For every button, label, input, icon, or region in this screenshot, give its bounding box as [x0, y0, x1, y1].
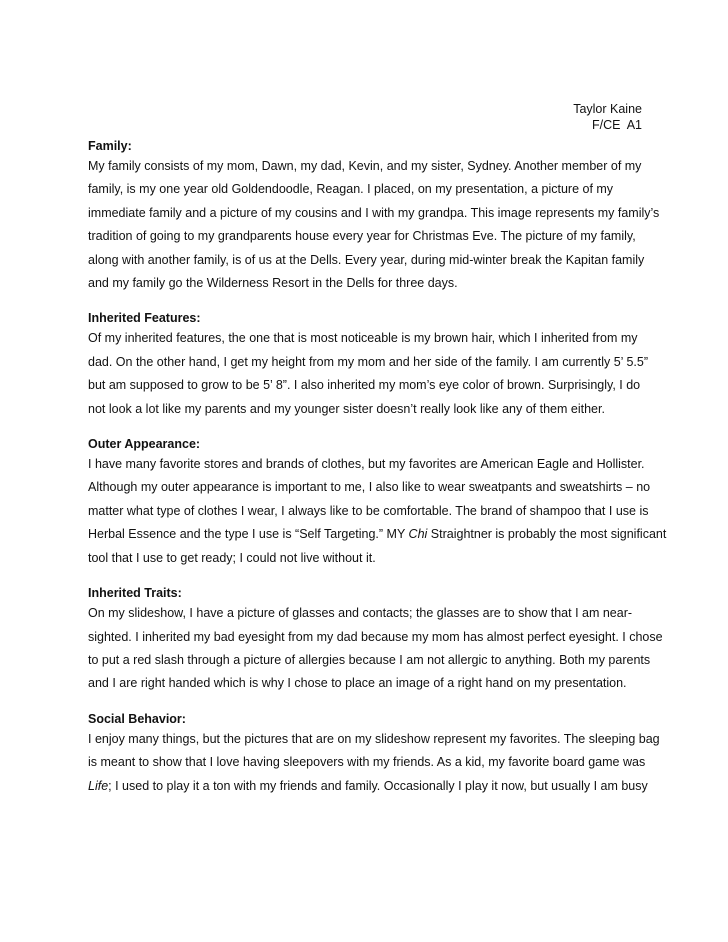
section-inherited-features [88, 309, 648, 421]
paragraph-line: family, is my one year old Goldendoodle, Reagan. I placed, on my presentation, a picture of my [88, 182, 614, 197]
section-inherited-traits [88, 584, 663, 696]
section-heading: Family: [88, 139, 132, 153]
paragraph-line: matter what type of clothes I wear, I always like to be comfortable. The brand of shampoo that I use is [88, 503, 649, 518]
paragraph-line: I have many favorite stores and brands of clothes, but my favorites are American Eagle and Hollister. [88, 457, 645, 472]
paragraph-line: and I are right handed which is why I chose to place an image of a right hand on my presentation. [88, 676, 627, 691]
paragraph-line: I enjoy many things, but the pictures that are on my slideshow represent my favorites. The sleeping bag [88, 731, 660, 746]
section-paragraph [88, 602, 663, 696]
paragraph-line [88, 775, 648, 798]
section-heading: Inherited Traits: [88, 586, 182, 601]
class-label: F/CE A1 [591, 118, 642, 132]
italic-game-name: Life [88, 778, 109, 793]
line-text: Herbal Essence and the type I use is “Self Targeting.” MY [88, 527, 409, 542]
line-text: Straightner is probably the most significant [427, 527, 667, 542]
line-text: ; I used to play it a ton with my friends and family. Occasionally I play it now, but usually I am busy [108, 778, 648, 793]
author-header [573, 101, 642, 133]
paragraph-line: immediate family and a picture of my cousins and I with my grandpa. This image represents my family’s [88, 205, 660, 220]
document-body [88, 137, 667, 812]
section-family [88, 137, 660, 295]
author-name: Taylor Kaine [573, 102, 642, 116]
section-paragraph [88, 155, 660, 295]
paragraph-line: to put a red slash through a picture of allergies because I am not allergic to anything. Both my parents [88, 652, 651, 667]
paragraph-line: and my family go the Wilderness Resort in the Dells for three days. [88, 276, 458, 291]
paragraph-line: tool that I use to get ready; I could not live without it. [88, 550, 376, 565]
paragraph-line: My family consists of my mom, Dawn, my dad, Kevin, and my sister, Sydney. Another member of my [88, 159, 642, 173]
section-social-behavior [88, 710, 660, 798]
section-heading: Inherited Features: [88, 311, 201, 326]
paragraph-line: sighted. I inherited my bad eyesight from my dad because my mom has almost perfect eyesight. I chose [88, 629, 663, 644]
section-outer-appearance [88, 435, 667, 570]
paragraph-line: is meant to show that I love having sleepovers with my friends. As a kid, my favorite board game was [88, 755, 646, 770]
paragraph-line: Of my inherited features, the one that is most noticeable is my brown hair, which I inherited from my [88, 331, 638, 346]
section-paragraph [88, 327, 648, 421]
section-paragraph [88, 728, 660, 798]
paragraph-line: but am supposed to grow to be 5’ 8”. I also inherited my mom’s eye color of brown. Surprisingly, I do [88, 378, 641, 393]
section-paragraph [88, 453, 667, 570]
paragraph-line: On my slideshow, I have a picture of glasses and contacts; the glasses are to show that I am near- [88, 606, 633, 621]
paragraph-line: tradition of going to my grandparents house every year for Christmas Eve. The picture of my family, [88, 229, 636, 244]
paragraph-line: along with another family, is of us at the Dells. Every year, during mid-winter break the Kapitan family [88, 252, 645, 267]
paragraph-line [88, 523, 667, 546]
paragraph-line: not look a lot like my parents and my younger sister doesn’t really look like any of them either. [88, 401, 605, 416]
section-heading: Outer Appearance: [88, 437, 201, 452]
section-heading: Social Behavior: [88, 711, 186, 726]
paragraph-line: dad. On the other hand, I get my height from my mom and her side of the family. I am currently 5’ 5.5” [88, 354, 648, 369]
italic-brand-name: Chi [408, 527, 428, 542]
paragraph-line: Although my outer appearance is important to me, I also like to wear sweatpants and sweatshirts – no [88, 480, 651, 495]
